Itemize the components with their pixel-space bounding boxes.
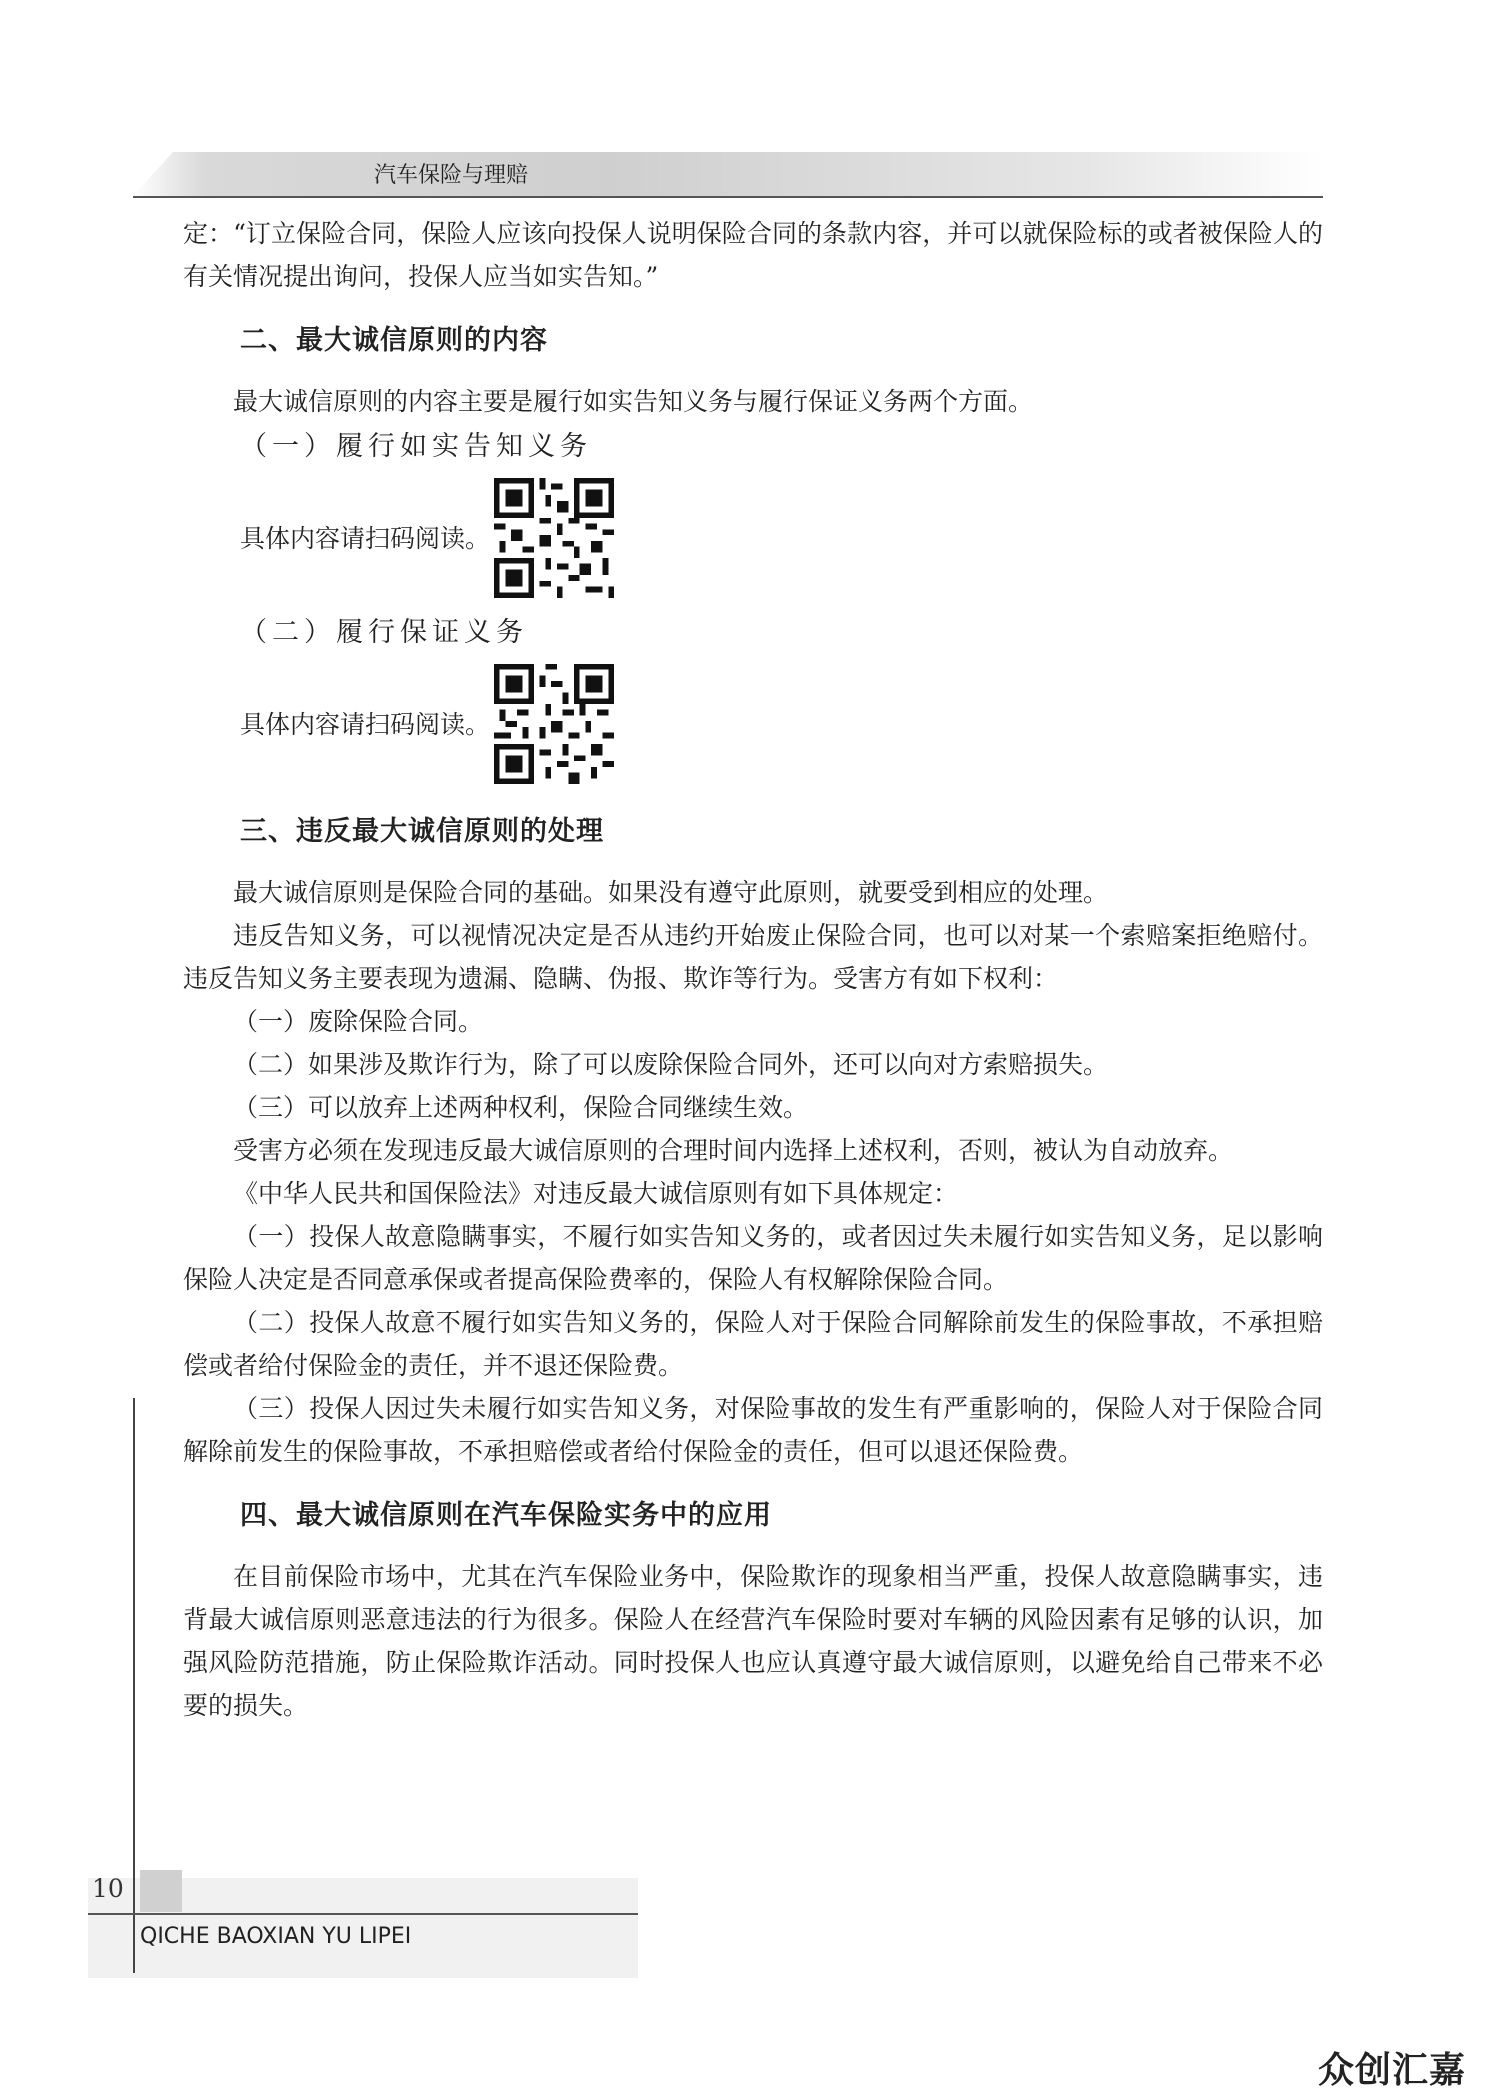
paragraph: 最大诚信原则的内容主要是履行如实告知义务与履行保证义务两个方面。: [233, 387, 1034, 416]
section-heading-2: 二、最大诚信原则的内容: [240, 325, 548, 356]
section-heading-4: 四、最大诚信原则在汽车保险实务中的应用: [240, 1500, 772, 1531]
list-item: （三）投保人因过失未履行如实告知义务，对保险事故的发生有严重影响的，保险人对于保险合同解除前发生的保险事故，不承担赔偿或者给付保险金的责任，但可以退还保险费。: [183, 1394, 1323, 1466]
subsection-heading: （二）履行保证义务: [240, 617, 528, 648]
list-item: （二）投保人故意不履行如实告知义务的，保险人对于保险合同解除前发生的保险事故，不承担赔偿或者给付保险金的责任，并不退还保险费。: [183, 1308, 1323, 1380]
footer-book-title: QICHE BAOXIAN YU LIPEI: [140, 1924, 412, 1949]
page-content: [183, 212, 1323, 1727]
list-item: （一）投保人故意隐瞒事实，不履行如实告知义务的，或者因过失未履行如实告知义务，足以影响保险人决定是否同意承保或者提高保险费率的，保险人有权解除保险合同。: [183, 1222, 1323, 1294]
page-number: 10: [92, 1874, 124, 1903]
qr-block: [183, 473, 1323, 603]
qr-label: 具体内容请扫码阅读。: [240, 709, 491, 739]
footer-vertical-rule: [133, 1398, 135, 1973]
subsection-heading: （一）履行如实告知义务: [240, 431, 592, 462]
qr-label: 具体内容请扫码阅读。: [240, 523, 491, 553]
watermark: 众创汇嘉: [1318, 2050, 1467, 2091]
qr-code-icon[interactable]: [494, 478, 614, 598]
qr-code-icon[interactable]: [494, 664, 614, 784]
list-item: （二）如果涉及欺诈行为，除了可以废除保险合同外，还可以向对方索赔损失。: [233, 1050, 1109, 1079]
intro-paragraph: 定：“订立保险合同，保险人应该向投保人说明保险合同的条款内容，并可以就保险标的或者被保险人的有关情况提出询问，投保人应当如实告知。”: [183, 219, 1323, 291]
qr-block: [183, 659, 1323, 789]
paragraph: 在目前保险市场中，尤其在汽车保险业务中，保险欺诈的现象相当严重，投保人故意隐瞒事实，违背最大诚信原则恶意违法的行为很多。保险人在经营汽车保险时要对车辆的风险因素有足够的认识，加强风险防范措施，防止保险欺诈活动。同时投保人也应认真遵守最大诚信原则，以避免给自己带来不必要的损失。: [183, 1562, 1323, 1720]
running-header-title: 汽车保险与理赔: [374, 163, 529, 188]
paragraph: 《中华人民共和国保险法》对违反最大诚信原则有如下具体规定：: [233, 1179, 959, 1208]
page-tab: [140, 1870, 182, 1912]
list-item: （三）可以放弃上述两种权利，保险合同继续生效。: [233, 1093, 809, 1122]
footer-horizontal-rule: [88, 1913, 638, 1915]
paragraph: 受害方必须在发现违反最大诚信原则的合理时间内选择上述权利，否则，被认为自动放弃。: [233, 1136, 1234, 1165]
paragraph: 最大诚信原则是保险合同的基础。如果没有遵守此原则，就要受到相应的处理。: [233, 878, 1109, 907]
list-item: （一）废除保险合同。: [233, 1007, 484, 1036]
paragraph: 违反告知义务，可以视情况决定是否从违约开始废止保险合同，也可以对某一个索赔案拒绝赔付。违反告知义务主要表现为遗漏、隐瞒、伪报、欺诈等行为。受害方有如下权利：: [183, 921, 1323, 993]
header-band: [133, 152, 1323, 196]
section-heading-3: 三、违反最大诚信原则的处理: [240, 816, 604, 847]
header-rule: [133, 196, 1323, 198]
